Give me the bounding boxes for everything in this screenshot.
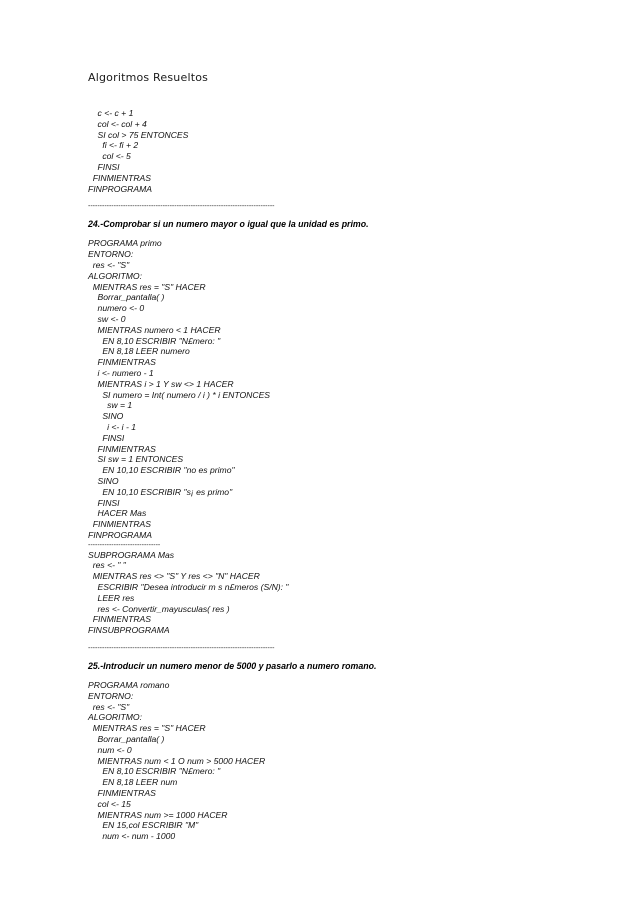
code-line: HACER Mas xyxy=(88,508,147,519)
code-line: FINMIENTRAS xyxy=(88,357,156,368)
code-line: FINPROGRAMA xyxy=(88,529,152,540)
code-line: res <- "S" xyxy=(88,701,130,712)
code-line: PROGRAMA romano xyxy=(88,680,170,691)
code-line: FINMIENTRAS xyxy=(88,443,156,454)
code-line: FINMIENTRAS xyxy=(88,519,152,530)
section-24-program xyxy=(88,238,608,540)
spacer xyxy=(88,653,608,661)
document-body xyxy=(88,108,608,842)
code-line: col <- 15 xyxy=(88,798,131,809)
section-separator: -------------------------------------------------------------------------------- xyxy=(88,645,275,653)
code-line: i <- i - 1 xyxy=(88,421,136,432)
code-line: SI sw = 1 ENTONCES xyxy=(88,454,184,465)
code-line: SI col > 75 ENTONCES xyxy=(88,129,189,140)
page-header-title: Algoritmos Resueltos xyxy=(88,71,209,84)
code-line: MIENTRAS num < 1 O num > 5000 HACER xyxy=(88,755,266,766)
spacer xyxy=(88,636,608,644)
code-line: EN 8,10 ESCRIBIR "N£mero: " xyxy=(88,335,221,346)
code-line: FINMIENTRAS xyxy=(88,614,152,625)
code-line: ESCRIBIR "Desea introducir m s n£meros (S/N): " xyxy=(88,582,289,593)
spacer xyxy=(88,194,608,202)
section-25-heading: 25.-Introducir un numero menor de 5000 y pasarlo a numero romano. xyxy=(88,661,377,672)
code-line: MIENTRAS numero < 1 HACER xyxy=(88,324,221,335)
code-line: numero <- 0 xyxy=(88,303,145,314)
section-separator: -------------------------------------------------------------------------------- xyxy=(88,203,275,211)
code-line: Borrar_pantalla( ) xyxy=(88,292,165,303)
code-line: col <- 5 xyxy=(88,151,131,162)
code-line: EN 15,col ESCRIBIR "M" xyxy=(88,820,199,831)
code-line: FINSUBPROGRAMA xyxy=(88,625,170,636)
code-line: i <- numero - 1 xyxy=(88,367,154,378)
code-line: num <- 0 xyxy=(88,744,132,755)
code-line: EN 8,18 LEER num xyxy=(88,777,178,788)
code-line: res <- Convertir_mayusculas( res ) xyxy=(88,603,230,614)
code-line: SUBPROGRAMA Mas xyxy=(88,549,175,560)
section-24-subprogram xyxy=(88,550,608,636)
subprogram-separator: ------------------------------- xyxy=(88,541,161,549)
code-line: FINMIENTRAS xyxy=(88,788,156,799)
code-line: EN 8,10 ESCRIBIR "N£mero: " xyxy=(88,766,221,777)
spacer xyxy=(88,672,608,680)
code-line: MIENTRAS res <> "S" Y res <> "N" HACER xyxy=(88,571,260,582)
code-line: col <- col + 4 xyxy=(88,118,147,129)
code-line: FINMIENTRAS xyxy=(88,172,152,183)
code-line: MIENTRAS res = "S" HACER xyxy=(88,281,206,292)
spacer xyxy=(88,230,608,238)
code-line: EN 10,10 ESCRIBIR "s¡ es primo" xyxy=(88,486,233,497)
code-line: num <- num - 1000 xyxy=(88,831,176,842)
section-25-program xyxy=(88,680,608,842)
code-line: FINSI xyxy=(88,161,120,172)
code-line: ALGORITMO: xyxy=(88,270,142,281)
code-line: SINO xyxy=(88,475,119,486)
code-line: SINO xyxy=(88,411,124,422)
code-line: ENTORNO: xyxy=(88,690,134,701)
code-line: EN 10,10 ESCRIBIR "no es primo" xyxy=(88,465,235,476)
code-line: ALGORITMO: xyxy=(88,712,142,723)
code-line: LEER res xyxy=(88,592,135,603)
code-line: Borrar_pantalla( ) xyxy=(88,734,165,745)
code-line: EN 8,18 LEER numero xyxy=(88,346,190,357)
code-line: FINPROGRAMA xyxy=(88,183,152,194)
code-line: res <- "S" xyxy=(88,259,130,270)
code-line: MIENTRAS i > 1 Y sw <> 1 HACER xyxy=(88,378,234,389)
code-line: MIENTRAS num >= 1000 HACER xyxy=(88,809,228,820)
code-line: res <- " " xyxy=(88,560,126,571)
code-line: ENTORNO: xyxy=(88,249,134,260)
previous-program-tail xyxy=(88,108,608,194)
code-line: FINSI xyxy=(88,432,125,443)
code-line: FINSI xyxy=(88,497,120,508)
code-line: fi <- fi + 2 xyxy=(88,140,139,151)
code-line: sw <- 0 xyxy=(88,313,126,324)
code-line: PROGRAMA primo xyxy=(88,238,162,249)
section-24-heading: 24.-Comprobar si un numero mayor o igual que la unidad es primo. xyxy=(88,219,369,230)
code-line: c <- c + 1 xyxy=(88,108,134,118)
code-line: SI numero = Int( numero / i ) * i ENTONCES xyxy=(88,389,271,400)
spacer xyxy=(88,211,608,219)
code-line: MIENTRAS res = "S" HACER xyxy=(88,723,206,734)
code-line: sw = 1 xyxy=(88,400,133,411)
